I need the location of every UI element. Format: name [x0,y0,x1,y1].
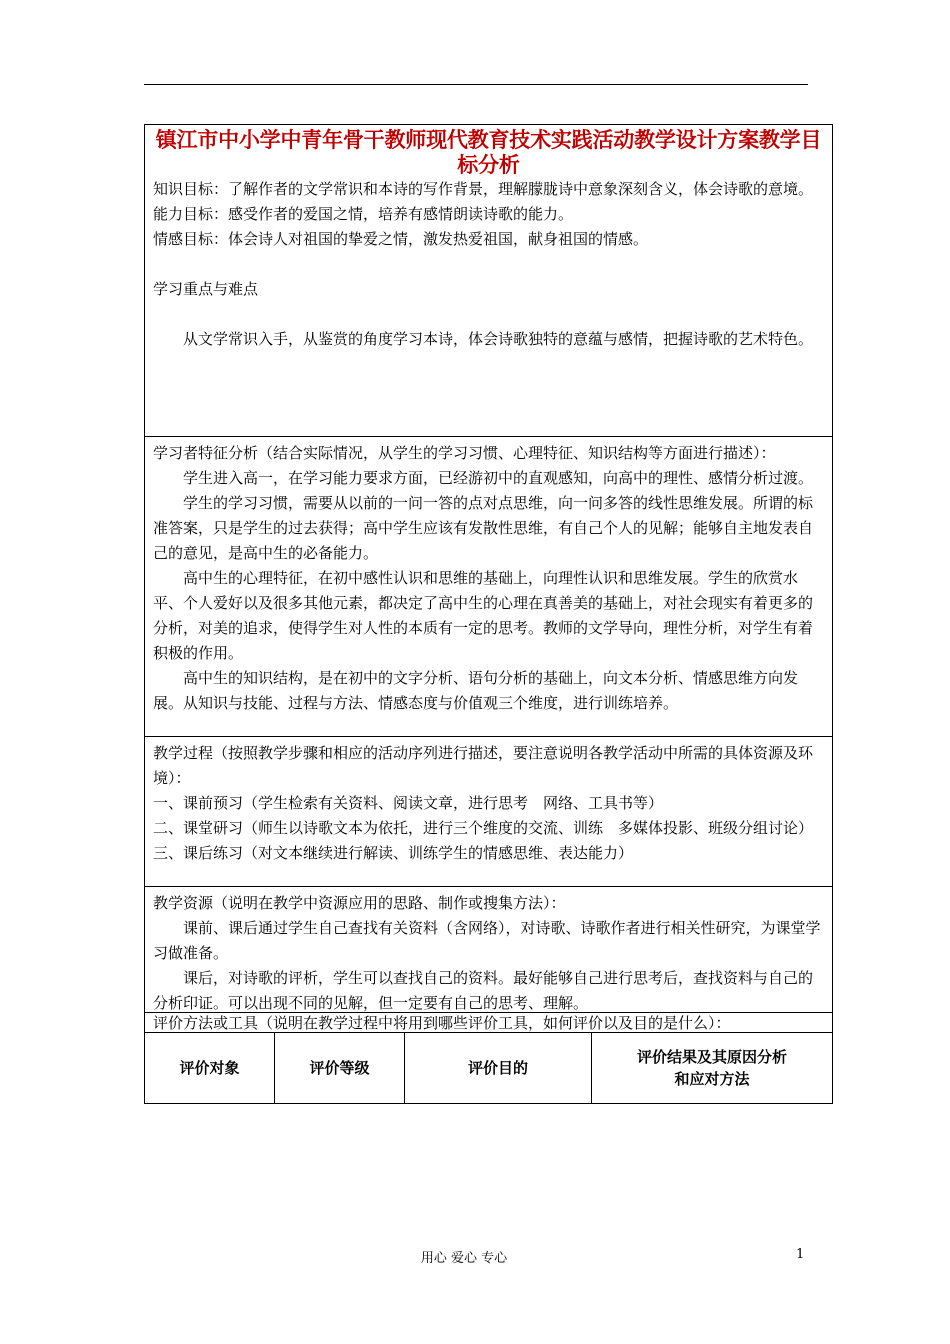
learner-paragraph: 高中生的知识结构，是在初中的文字分析、语句分析的基础上，向文本分析、情感思维方向发展。从知识与技能、过程与方法、情感态度与价值观三个维度，进行训练培养。 [153,669,799,712]
resources-paragraph: 课后，对诗歌的评析，学生可以查找自己的资料。最好能够自己进行思考后，查找资料与自己的分析印证。可以出现不同的见解，但一定要有自己的思考、理解。 [153,969,814,1012]
learner-heading: 学习者特征分析（结合实际情况，从学生的学习习惯、心理特征、知识结构等方面进行描述）： [153,444,776,462]
lesson-plan-table [144,124,833,1104]
process-step: 一、课前预习（学生检索有关资料、阅读文章，进行思考 网络、工具书等） [153,794,664,812]
evaluation-header-row [145,1033,832,1103]
goals-section [145,125,832,437]
evaluation-heading: 评价方法或工具（说明在教学过程中将用到哪些评价工具，如何评价以及目的是什么）： [153,1014,731,1032]
eval-column-header: 评价等级 [275,1033,405,1103]
page-number: 1 [796,1247,805,1262]
evaluation-heading-row [145,1013,832,1033]
learner-paragraph: 学生的学习习惯，需要从以前的一问一答的点对点思维，向一问多答的线性思维发展。所谓的标准答案，只是学生的过去获得；高中学生应该有发散性思维，有自己个人的见解；能够自主地发表自己的意见，是高中生的必备能力。 [153,494,814,562]
eval-column-header [592,1033,833,1103]
process-heading: 教学过程（按照教学步骤和相应的活动序列进行描述，要注意说明各教学活动中所需的具体资源及环境）： [153,744,814,787]
emotion-goal: 情感目标：体会诗人对祖国的挚爱之情，激发热爱祖国，献身祖国的情感。 [153,230,649,248]
resources-paragraph: 课前、课后通过学生自己查找有关资料（含网络），对诗歌、诗歌作者进行相关性研究，为课堂学习做准备。 [153,919,821,962]
teaching-resources-section [145,887,832,1013]
footer-motto: 用心 爱心 专心 [420,1251,508,1266]
resources-heading: 教学资源（说明在教学中资源应用的思路、制作或搜集方法）： [153,894,566,912]
eval-column-header: 评价对象 [145,1033,275,1103]
key-points-text: 从文学常识入手，从鉴赏的角度学习本诗，体会诗歌独特的意蕴与感情，把握诗歌的艺术特色。 [183,330,814,348]
eval-column-header: 评价目的 [405,1033,592,1103]
evaluation-table-row [145,1033,832,1103]
eval-column-header-line1: 评价结果及其原因分析 [636,1048,787,1066]
learner-paragraph: 学生进入高一，在学习能力要求方面，已经游初中的直观感知，向高中的理性、感情分析过渡。 [183,469,814,487]
learner-analysis-section [145,437,832,737]
spacer [153,302,824,327]
process-step: 二、课堂研习（师生以诗歌文本为依托，进行三个维度的交流、训练 多媒体投影、班级分组讨论） [153,819,814,837]
evaluation-table [145,1033,832,1103]
teaching-process-section [145,737,832,887]
key-points-heading: 学习重点与难点 [153,280,259,298]
spacer [153,252,824,277]
process-step: 三、课后练习（对文本继续进行解读、训练学生的情感思维、表达能力） [153,844,634,862]
learner-paragraph: 高中生的心理特征，在初中感性认识和思维的基础上，向理性认识和思维发展。学生的欣赏水平、个人爱好以及很多其他元素，都决定了高中生的心理在真善美的基础上，对社会现实有着更多的分析，对美的追求，使得学生对人性的本质有一定的思考。教师的文学导向，理性分析，对学生有着积极的作用。 [153,569,814,662]
header-rule [144,84,808,85]
knowledge-goal: 知识目标：了解作者的文学常识和本诗的写作背景，理解朦胧诗中意象深刻含义，体会诗歌的意境。 [153,180,814,198]
eval-column-header-line2: 和应对方法 [674,1070,750,1088]
document-title: 镇江市中小学中青年骨干教师现代教育技术实践活动教学设计方案教学目标分析 [155,127,822,177]
ability-goal: 能力目标：感受作者的爱国之情，培养有感情朗读诗歌的能力。 [153,205,574,223]
